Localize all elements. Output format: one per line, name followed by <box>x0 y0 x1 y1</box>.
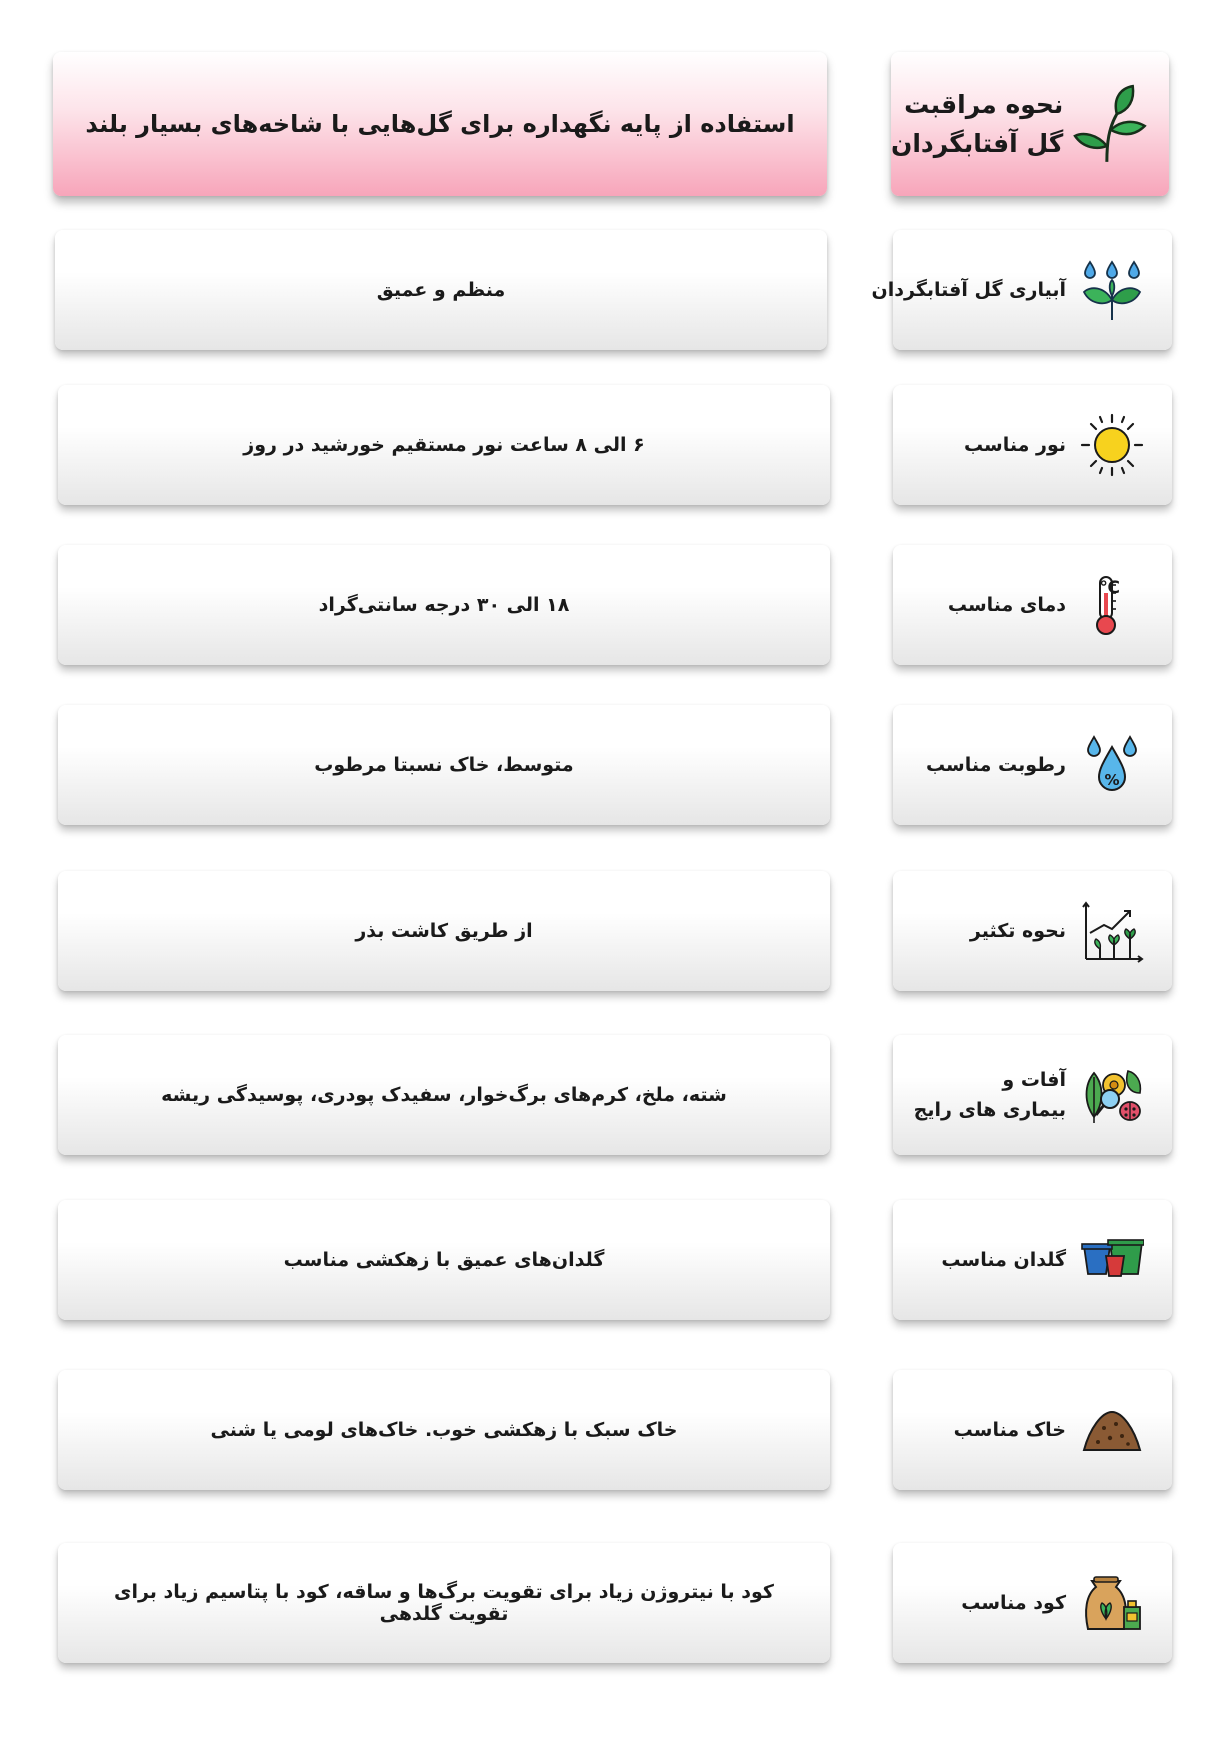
page-title-line2: گل آفتابگردان <box>891 129 1064 158</box>
row-label-card <box>893 1543 1172 1663</box>
row-value: ۱۸ الی ۳۰ درجه سانتی‌گراد <box>318 594 570 616</box>
row-value: شته، ملخ، کرم‌های برگ‌خوار، سفیدک پودری، پوسیدگی ریشه <box>161 1084 727 1106</box>
sun-icon <box>1080 413 1144 477</box>
row-label-card <box>893 1200 1172 1320</box>
row-label: نور مناسب <box>963 434 1066 456</box>
page-title <box>891 90 1063 158</box>
row-label: دمای مناسب <box>947 594 1066 616</box>
row-value: منظم و عمیق <box>376 279 506 301</box>
row-value-card <box>58 1035 830 1155</box>
pest-icon <box>1080 1063 1144 1127</box>
growth-chart-icon <box>1080 899 1144 963</box>
row-label: رطوبت مناسب <box>925 754 1066 776</box>
row-value: کود با نیتروژن زیاد برای تقویت برگ‌ها و ساقه، کود با پتاسیم زیاد برای تقویت گلدهی <box>114 1581 774 1625</box>
soil-icon <box>1080 1398 1144 1462</box>
row-value-card <box>58 545 830 665</box>
thermometer-icon <box>1080 573 1144 637</box>
watering-plant-icon <box>1080 258 1144 322</box>
page-title-line1: نحوه مراقبت <box>904 90 1064 119</box>
row-value-card <box>58 385 830 505</box>
celsius-symbol: ℃ <box>1099 578 1120 598</box>
row-value-card <box>58 871 830 991</box>
page-title-card <box>891 52 1169 196</box>
row-label: کود مناسب <box>961 1592 1066 1614</box>
sprout-icon <box>1073 84 1147 164</box>
row-label-line1: آفات و <box>1002 1069 1066 1091</box>
row-label-card <box>893 1035 1172 1155</box>
humidity-icon <box>1080 733 1144 797</box>
row-label-card <box>893 705 1172 825</box>
row-label <box>914 1069 1066 1121</box>
row-value-card <box>58 1543 830 1663</box>
row-label: نحوه تکثیر <box>969 920 1066 942</box>
row-value-card <box>58 1370 830 1490</box>
percent-symbol: % <box>1104 771 1120 789</box>
fertilizer-icon <box>1080 1571 1144 1635</box>
row-value: ۶ الی ۸ ساعت نور مستقیم خورشید در روز <box>243 434 645 456</box>
main-title-card <box>53 52 827 196</box>
row-value-card <box>58 705 830 825</box>
row-value-card <box>55 230 827 350</box>
row-value: گلدان‌های عمیق با زهکشی مناسب <box>283 1249 605 1271</box>
row-label: گلدان مناسب <box>941 1249 1066 1271</box>
row-label: خاک مناسب <box>953 1419 1066 1441</box>
pots-icon <box>1080 1228 1144 1292</box>
row-value-card <box>58 1200 830 1320</box>
main-title: استفاده از پایه نگهداره برای گل‌هایی با شاخه‌های بسیار بلند <box>85 110 795 138</box>
row-label-card <box>893 545 1172 665</box>
row-value: از طریق کاشت بذر <box>355 920 533 942</box>
row-label-card <box>871 230 1172 350</box>
row-label-line2: بیماری های رایج <box>913 1099 1066 1121</box>
row-label-card <box>893 871 1172 991</box>
row-label-card <box>893 385 1172 505</box>
row-value: خاک سبک با زهکشی خوب. خاک‌های لومی یا شنی <box>210 1419 678 1441</box>
row-label-card <box>893 1370 1172 1490</box>
row-value: متوسط، خاک نسبتا مرطوب <box>314 754 574 776</box>
row-label: آبیاری گل آفتابگردان <box>871 279 1066 301</box>
